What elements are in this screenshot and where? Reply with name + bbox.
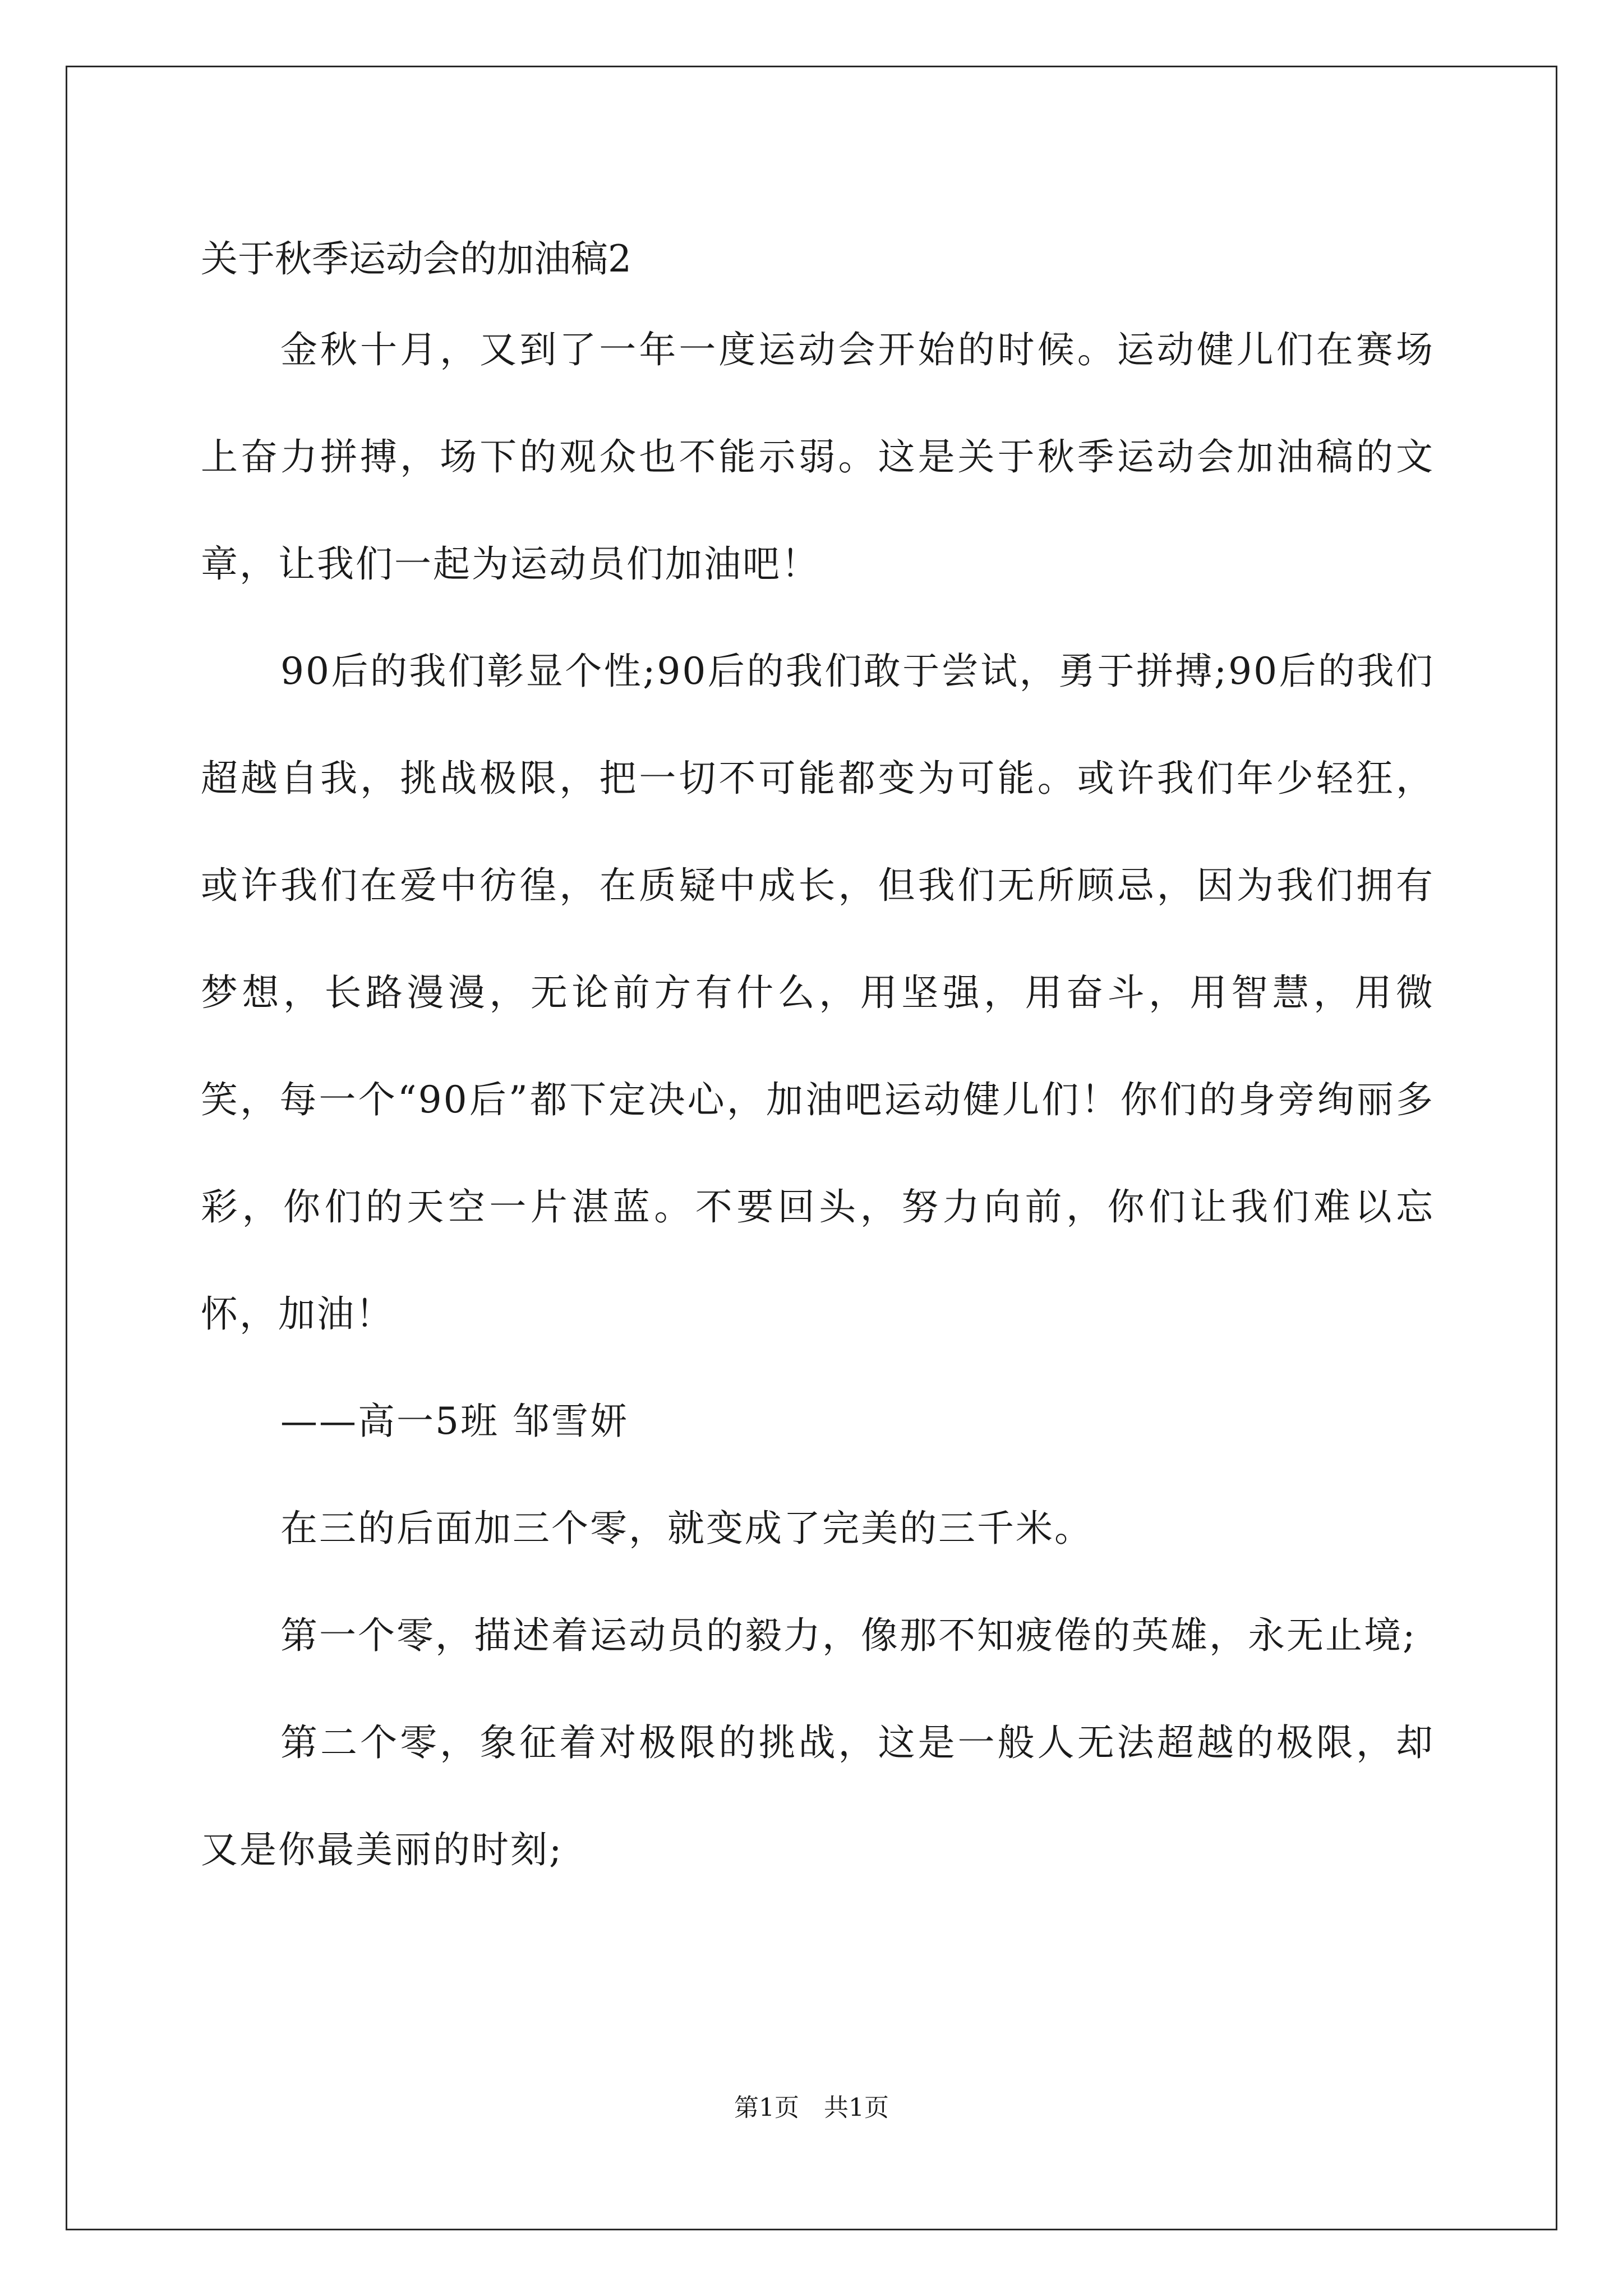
paragraph-second-zero: 第二个零，象征着对极限的挑战，这是一般人无法超越的极限，却又是你最美丽的时刻; [201, 1721, 1435, 1871]
document-title: 关于秋季运动会的加油稿2 [201, 237, 631, 280]
paragraph-intro: 金秋十月，又到了一年一度运动会开始的时候。运动健儿们在赛场上奋力拼搏，场下的观众也不能示弱。这是关于秋季运动会加油稿的文章，让我们一起为运动员们加油吧！ [201, 328, 1435, 586]
paragraph-signature: ——高一5班 邹雪妍 [280, 1400, 629, 1443]
paragraph-cheer-90s: 90后的我们彰显个性;90后的我们敢于尝试，勇于拼搏;90后的我们超越自我，挑战极限，把一切不可能都变为可能。或许我们年少轻狂，或许我们在爱中彷徨，在质疑中成长，但我们无所顾忌，因为我们拥有梦想，长路漫漫，无论前方有什么，用坚强，用奋斗，用智慧，用微笑，每一个“90后”都下定决心，加油吧运动健儿们！你们的身旁绚丽多彩，你们的天空一片湛蓝。不要回头，努力向前，你们让我们难以忘怀，加油！ [201, 650, 1435, 1336]
page-footer: 第1页 共1页 [734, 2093, 889, 2122]
document-body [201, 222, 1435, 1903]
paragraph-three-thousand: 在三的后面加三个零，就变成了完美的三千米。 [280, 1507, 1093, 1550]
paragraph-first-zero: 第一个零，描述着运动员的毅力，像那不知疲倦的英雄，永无止境; [280, 1614, 1417, 1657]
